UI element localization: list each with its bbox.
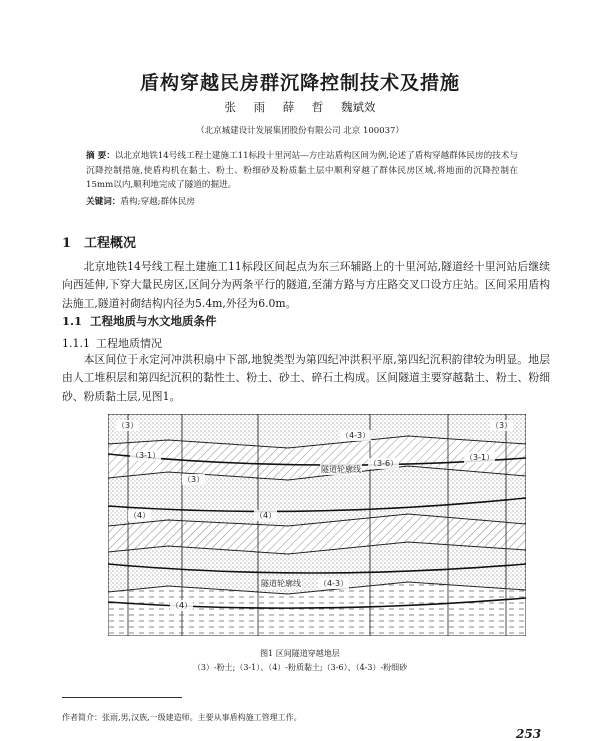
footnote-divider xyxy=(62,697,182,698)
section-title: 工程地质情况 xyxy=(96,337,162,350)
stratum-label-3-left: （3） xyxy=(117,421,139,430)
stratum-label-4-3-bottom: （4-3） xyxy=(319,579,349,588)
affiliation: （北京城建设计发展集团股份有限公司 北京 100037） xyxy=(196,126,404,136)
stratum-label-4-3-top: （4-3） xyxy=(341,431,371,440)
figure-legend: （3）-粉土;（3-1）、（4）-粉质黏土;（3-6）、（4-3）-粉细砂 xyxy=(192,663,408,672)
abstract-text: 以北京地铁14号线工程土建施工11标段十里河站—方庄站盾构区间为例,论述了盾构穿越群体民房的技术与沉降控制措施,使盾构机在黏土、粉土、粉细砂及粉质黏土层中顺利穿越了群体民房区域,将地面的沉降控制在15mm以内,顺利地完成了隧道的掘进。 xyxy=(86,151,518,191)
section-title: 工程地质与水文地质条件 xyxy=(90,314,217,328)
keywords-text: 盾构;穿越;群体民房 xyxy=(120,197,195,207)
stratum-label-4-left: （4） xyxy=(129,511,151,520)
abstract-label: 摘 要： xyxy=(86,151,115,161)
section-heading-1 xyxy=(62,232,136,251)
section-1-paragraph: 北京地铁14号线工程土建施工11标段区间起点为东三环辅路上的十里河站,隧道经十里河站后继续向西延伸,下穿大量民房区,区间分为两条平行的隧道,至蒲方路与方庄路交叉口设方庄站。区间采用盾构法施工,隧道衬砌结构内径为5.4m,外径为6.0m。 xyxy=(62,260,550,310)
tunnel-outline-label-bottom: 隧道轮廓线 xyxy=(261,579,301,588)
abstract xyxy=(86,149,518,193)
stratum-label-3-1-right: （3-1） xyxy=(465,453,495,462)
section-number: 1 xyxy=(62,236,72,251)
section-1-1-1-paragraph: 本区间位于永定河冲洪积扇中下部,地貌类型为第四纪冲洪积平原,第四纪沉积韵律较为明显。地层由人工堆积层和第四纪沉积的黏性土、粉土、砂土、碎石土构成。区间隧道主要穿越黏土、粉土、粉细砂、粉质黏土层,见图1。 xyxy=(62,353,550,403)
section-number: 1.1 xyxy=(62,314,83,328)
tunnel-outline-label-top: 隧道轮廓线 xyxy=(321,465,361,474)
section-title: 工程概况 xyxy=(84,236,137,251)
stratum-label-4-bottom: （4） xyxy=(171,601,193,610)
stratum-label-4-mid: （4） xyxy=(255,511,277,520)
section-number: 1.1.1 xyxy=(62,337,90,350)
stratum-label-3-mid: （3） xyxy=(183,475,205,484)
page-number: 253 xyxy=(516,727,542,741)
geology-figure xyxy=(108,414,526,636)
paper-title: 盾构穿越民房群沉降控制技术及措施 xyxy=(139,72,460,94)
section-heading-1-1 xyxy=(62,313,217,329)
figure-caption: 图1 区间隧道穿越地层 xyxy=(260,649,340,658)
stratum-label-3-1-left: （3-1） xyxy=(131,451,161,460)
author-footnote: 作者简介：张雨,男,汉族,一级建造师。主要从事盾构施工管理工作。 xyxy=(62,713,302,722)
author-list: 张 雨 薛 哲 魏斌效 xyxy=(224,100,376,114)
section-heading-1-1-1 xyxy=(62,335,162,351)
stratum-label-3-6: （3-6） xyxy=(369,459,399,468)
stratum-label-3-right: （3） xyxy=(491,421,513,430)
keywords xyxy=(86,195,518,207)
keywords-label: 关键词： xyxy=(86,197,121,207)
